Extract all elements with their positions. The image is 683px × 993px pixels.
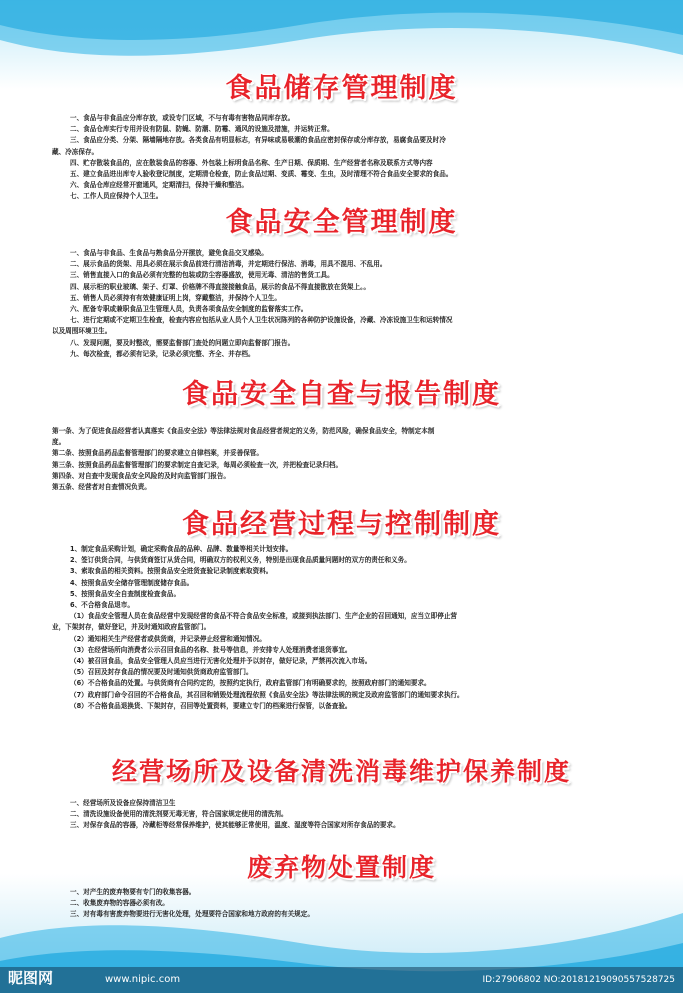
section-title: 食品安全自查与报告制度 (182, 379, 501, 410)
section-line: 五、建立食品进出库专人验收登记制度，定期清仓检查，防止食品过期、变质、霉变、生虫，及时清理不符合食品安全要求的食品。 (70, 170, 453, 179)
section-body (52, 248, 652, 360)
section-line: 二、清洗设施设备使用的清洗剂要无毒无害，符合国家规定使用的清洗剂。 (70, 810, 288, 819)
section-body (52, 426, 652, 493)
section-line: 藏、冷冻保存。 (52, 147, 99, 156)
section-title: 经营场所及设备清洗消毒维护保养制度 (111, 757, 571, 786)
watermark-bar (0, 967, 683, 993)
section-line: 五、销售人员必须持有有效健康证明上岗，穿戴整洁，并保持个人卫生。 (70, 293, 281, 302)
section-line: （4）被召回食品，食品安全管理人员应当进行无害化处理并予以封存，做好记录，严禁再次流入市场。 (70, 657, 372, 666)
section-body (52, 798, 652, 832)
section-title: 食品经营过程与控制制度 (182, 509, 501, 540)
section-line: 第五条、经营者对自查情况负责。 (52, 483, 151, 492)
watermark-id: ID:27906802 NO:20181219090557528725 (482, 975, 675, 985)
section-line: 以及周围环境卫生。 (52, 327, 112, 336)
section-line: 七、进行定期或不定期卫生检查，检查内容应包括从业人员个人卫生状况陈列的各种防护设施设备，冷藏、冷冻设施卫生和运转情况 (70, 316, 453, 325)
section-line: 3、索取食品的相关资料。按照食品安全进货查验记录制度索取资料。 (70, 567, 273, 576)
section-line: 八、发现问题，要及时整改，需要监督部门查处的问题立即向监督部门报告。 (70, 338, 295, 347)
section-line: 度。 (52, 438, 66, 447)
section-line: 四、展示柜的职业玻璃、架子、灯罩、价格牌不得直接接触食品，展示的食品不得直接散放在货架上。。 (70, 282, 371, 291)
section-line: 第二条、按照食品药品监督管理部门的要求建立自律档案，并妥善保管。 (52, 449, 263, 458)
watermark-logo: 昵图网 (8, 969, 54, 987)
section-line: 三、销售直接入口的食品必须有完整的包装或防尘容器盛放，使用无毒、清洁的售货工具。 (70, 271, 334, 280)
section-line: 4、按照食品安全储存管理制度储存食品。 (70, 578, 194, 587)
section-body (52, 113, 652, 203)
section-line: 2、签订供货合同，与供货商签订从货合同，明确双方的权利义务，特别是出现食品质量问题时的双方的责任和义务。 (70, 556, 411, 565)
section-line: （5）召回及封存食品的情况要及时通知供货商政府监管部门。 (70, 668, 253, 677)
section-line: 二、收集废弃物的容器必须有改。 (70, 899, 169, 908)
section-body (52, 887, 652, 921)
section-line: 6、不合格食品退市。 (70, 601, 134, 610)
section-line: 二、展示食品的货架、用具必须在展示食品前进行清洁消毒，并定期进行保洁、消毒，用具不混用、不乱用。 (70, 260, 387, 269)
section-body (52, 544, 652, 712)
section-line: （3）在经营场所向消费者公示召回食品的名称、批号等信息，并安排专人处理消费者退货事宜。 (70, 645, 352, 654)
section-line: （8）不合格食品退换货、下架封存，召回等处置资料，要建立专门的档案进行保管，以备查验。 (70, 701, 352, 710)
section-line: 四、贮存散装食品的，应在散装食品的容器、外包装上标明食品名称、生产日期、保质期、生产经营者名称及联系方式等内容 (70, 158, 433, 167)
section-line: 5、按照食品安全自查制度检查食品。 (70, 589, 181, 598)
section-line: （2）通知相关生产经营者或供货商，并记录停止经营和通知情况。 (70, 634, 266, 643)
section-line: 三、对保存食品的容器，冷藏柜等经常保养维护，使其能够正常使用，温度、湿度等符合国家对所存食品的要求。 (70, 821, 400, 830)
section-line: （6）不合格食品的处置。与供货商有合同约定的，按照约定执行，政府监管部门有明确要求的，按照政府部门的通知要求。 (70, 679, 431, 688)
section-line: 第四条、对自查中发现食品安全风险的及时向监管部门报告。 (52, 471, 231, 480)
section-title: 食品安全管理制度 (225, 207, 458, 238)
section-line: 一、经营场所及设备应保持清洁卫生 (70, 799, 176, 807)
section-line: 七、工作人员应保持个人卫生。 (70, 192, 163, 201)
section-line: 一、对产生的废弃物要有专门的收集容器。 (70, 888, 196, 896)
section-line: 一、食品与非食品应分库存放，或设专门区域，不与有毒有害物品同库存放。 (70, 114, 295, 122)
section-line: 九、每次检查，都必须有记录，记录必须完整、齐全、并存档。 (70, 349, 255, 358)
section-line: 第三条、按照食品药品监督管理部门的要求制定自查记录，每周必须检查一次，并把检查记录归档。 (52, 460, 343, 469)
section-line: （1）食品安全管理人员在食品经营中发现经营的食品不符合食品安全标准，或接到执法部门、生产企业的召回通知，应当立即停止营 (70, 612, 458, 621)
section-title: 废弃物处置制度 (246, 853, 436, 882)
section-line: 六、食品仓库应经常开窗通风，定期清扫，保持干燥和整洁。 (70, 181, 249, 190)
section-line: 业，下架封存，做好登记，并及时通知政府监管部门。 (52, 623, 211, 632)
section-line: 三、食品应分类、分架、隔墙隔地存放。各类食品有明显标志，有异味或易吸潮的食品应密封保存或分库存放，易腐食品要及时冷 (70, 136, 446, 145)
section-title: 食品储存管理制度 (225, 73, 458, 104)
section-line: 二、食品仓库实行专用并设有防鼠、防蝇、防潮、防霉、通风的设施及措施，并运转正常。 (70, 125, 334, 134)
section-line: 1、制定食品采购计划，确定采购食品的品种、品牌、数量等相关计划安排。 (70, 545, 293, 553)
section-line: 六、配备专职或兼职食品卫生管理人员，负责各项食品安全制度的监督落实工作。 (70, 305, 308, 314)
section-line: （7）政府部门命令召回的不合格食品，其召回和销毁处理流程依照《食品安全法》等法律法规的规定及政府监管部门的通知要求执行。 (70, 690, 464, 699)
section-line: 一、食品与非食品、生食品与熟食品分开摆放，避免食品交叉感染。 (70, 249, 268, 257)
watermark-url: www.nipic.com (105, 974, 181, 985)
section-line: 三、对有毒有害废弃物要进行无害化处理，处理要符合国家和地方政府的有关规定。 (70, 910, 314, 919)
section-line: 第一条、为了促进食品经营者认真落实《食品安全法》等法律法规对食品经营者规定的义务，防范风险，确保食品安全，特制定本制 (52, 427, 435, 435)
